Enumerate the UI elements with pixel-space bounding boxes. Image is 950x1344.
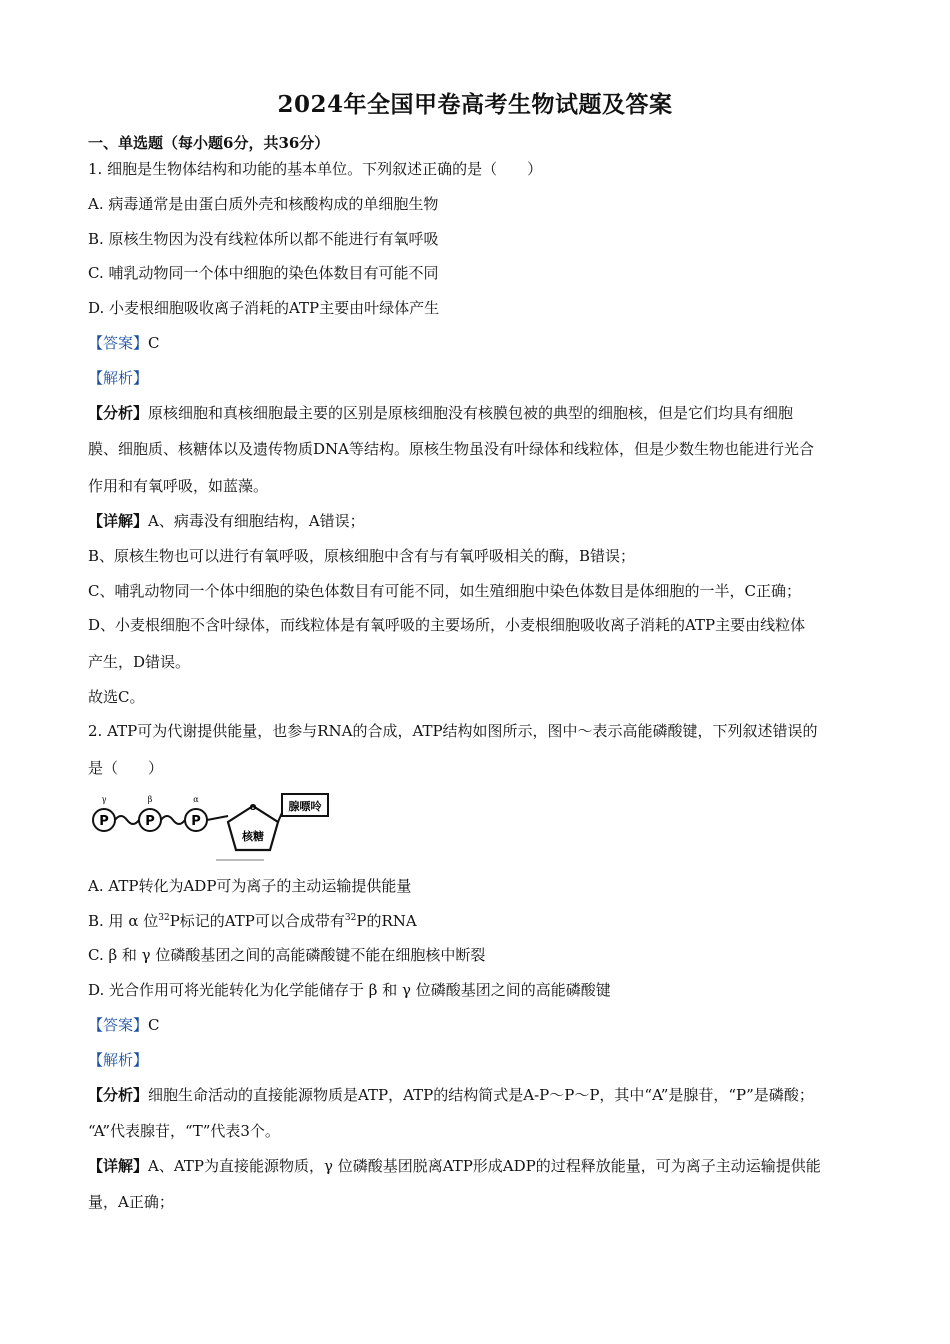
q1-stem: 1. 细胞是生物体结构和功能的基本单位。下列叙述正确的是（ ） [88,160,543,178]
ester-bond [207,816,228,820]
q1-xiangjie-line-3: C、哺乳动物同一个体中细胞的染色体数目有可能不同，如生殖细胞中染色体数目是体细胞的一半，C正确； [88,582,801,600]
ring-oxygen: O [249,803,257,812]
opt-b-part-1: B. 用 α 位 [88,912,159,930]
q1-option-d: D. 小麦根细胞吸收离子消耗的ATP主要由叶绿体产生 [88,299,440,317]
opt-b-part-3: P的RNA [356,912,417,930]
section-heading: 一、单选题（每小题6分，共36分） [88,134,330,152]
analysis-tag: 【解析】 [88,369,149,387]
answer-value: C [148,334,160,352]
opt-b-superscript-1: 32 [158,913,170,923]
xiangjie-tag: 【详解】 [88,1157,149,1175]
alpha-label: α [193,795,199,804]
q2-stem-line-1: 2. ATP可为代谢提供能量，也参与RNA的合成，ATP结构如图所示，图中～表示高能磷酸键，下列叙述错误的 [88,722,818,740]
page-title: 2024年全国甲卷高考生物试题及答案 [277,91,673,118]
atp-structure-figure [88,786,338,864]
q2-option-a: A. ATP转化为ADP可为离子的主动运输提供能量 [88,877,412,895]
xiangjie-text: A、病毒没有细胞结构，A错误； [148,512,365,530]
analysis-tag: 【解析】 [88,1051,149,1069]
phosphate-alpha-label: P [191,814,201,829]
q2-xiangjie-line-2: 量，A正确； [88,1193,174,1211]
q2-option-d: D. 光合作用可将光能转化为化学能储存于 β 和 γ 位磷酸基团之间的高能磷酸键 [88,981,611,999]
q1-option-a: A. 病毒通常是由蛋白质外壳和核酸构成的单细胞生物 [88,195,439,213]
q2-stem-line-2: 是（ ） [88,759,164,777]
adenine-label: 腺嘌呤 [288,800,322,813]
beta-label: β [147,795,153,804]
high-energy-bond-2 [161,816,185,824]
opt-b-superscript-2: 32 [344,913,357,923]
q2-fenxi-line-2: “A”代表腺苷，“T”代表3个。 [88,1122,280,1140]
q1-xiangjie-line-1 [88,510,880,532]
gamma-label: γ [101,795,107,804]
phosphate-gamma-label: P [99,814,109,829]
opt-b-part-2: P标记的ATP可以合成带有 [169,912,345,930]
q1-xiangjie-line-4: D、小麦根细胞不含叶绿体，而线粒体是有氧呼吸的主要场所，小麦根细胞吸收离子消耗的ATP主要由线粒体 [88,616,806,634]
answer-tag: 【答案】 [88,1016,149,1034]
ribose-ring [228,806,278,850]
ribose-label: 核糖 [242,830,264,843]
q1-xiangjie-line-2: B、原核生物也可以进行有氧呼吸，原核细胞中含有与有氧呼吸相关的酶，B错误； [88,547,636,565]
q2-option-b [88,910,880,932]
high-energy-bond-1 [115,816,139,824]
q1-fenxi-line-3: 作用和有氧呼吸，如蓝藻。 [88,477,269,495]
answer-value: C [148,1016,160,1034]
q2-xiangjie-line-1 [88,1155,880,1177]
q1-fenxi-line-1 [88,402,880,424]
q1-analysis-heading [88,367,880,389]
fenxi-tag: 【分析】 [88,404,149,422]
fenxi-tag: 【分析】 [88,1086,149,1104]
q1-xiangjie-line-5: 产生，D错误。 [88,653,191,671]
fenxi-text: 细胞生命活动的直接能源物质是ATP，ATP的结构简式是A-P～P～P，其中“A”是腺苷，“P”是磷酸； [148,1086,814,1104]
xiangjie-tag: 【详解】 [88,512,149,530]
answer-tag: 【答案】 [88,334,149,352]
xiangjie-text: A、ATP为直接能源物质，γ 位磷酸基团脱离ATP形成ADP的过程释放能量，可为离子主动运输提供能 [148,1157,821,1175]
q1-answer [88,332,880,354]
q2-fenxi-line-1 [88,1084,880,1106]
fenxi-text: 原核细胞和真核细胞最主要的区别是原核细胞没有核膜包被的典型的细胞核，但是它们均具有细胞 [148,404,794,422]
q1-option-c: C. 哺乳动物同一个体中细胞的染色体数目有可能不同 [88,264,439,282]
q2-answer [88,1014,880,1036]
q1-conclusion: 故选C。 [88,688,145,706]
phosphate-beta-label: P [145,814,155,829]
q1-option-b: B. 原核生物因为没有线粒体所以都不能进行有氧呼吸 [88,230,439,248]
q2-analysis-heading [88,1049,880,1071]
q1-fenxi-line-2: 膜、细胞质、核糖体以及遗传物质DNA等结构。原核生物虽没有叶绿体和线粒体，但是少数生物也能进行光合 [88,440,814,458]
q2-option-c: C. β 和 γ 位磷酸基团之间的高能磷酸键不能在细胞核中断裂 [88,946,486,964]
